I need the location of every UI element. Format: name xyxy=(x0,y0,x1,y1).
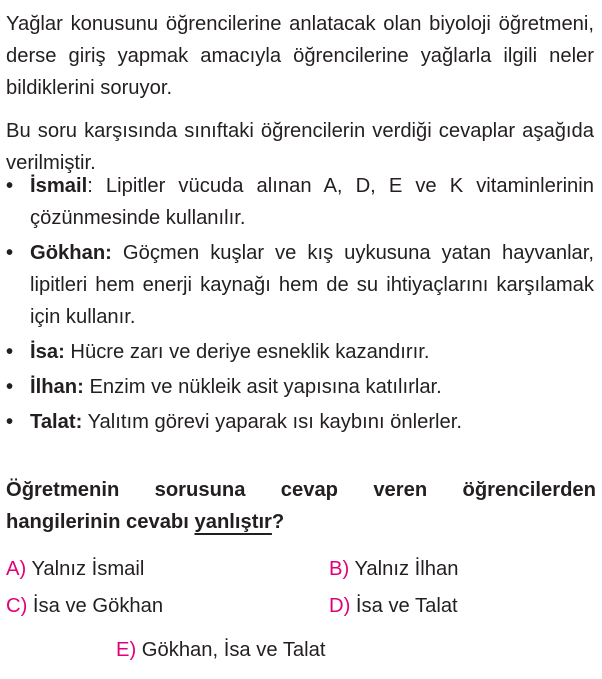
student-name: İsa: xyxy=(30,341,65,363)
bullet-icon: • xyxy=(6,376,14,398)
list-item xyxy=(0,406,600,438)
option-b[interactable] xyxy=(329,553,458,585)
intro-paragraph: Yağlar konusunu öğrencilerine anlatacak olan biyoloji öğretmeni, derse giriş yapmak amacıyla öğrencilerine yağlarla ilgili neler bildiklerini soruyor. xyxy=(6,13,594,99)
student-answer: Yalıtım görevi yaparak ısı kaybını önlerler. xyxy=(87,411,462,433)
student-answer: Hücre zarı ve deriye esneklik kazandırır. xyxy=(70,341,430,363)
option-letter: C) xyxy=(6,595,28,617)
list-item: • İsmail: Lipitler vücuda alınan A, D, E ve K vitaminlerinin çözünmesinde kullanılır. xyxy=(0,170,600,234)
student-name: İlhan: xyxy=(30,376,84,398)
student-name: İsmail xyxy=(30,175,88,197)
option-text: Yalnız İlhan xyxy=(354,558,459,580)
option-text: İsa ve Talat xyxy=(355,595,458,617)
option-text: Gökhan, İsa ve Talat xyxy=(141,639,326,661)
option-c[interactable] xyxy=(6,590,163,622)
list-item xyxy=(0,371,600,403)
list-item xyxy=(0,237,600,333)
question-stem xyxy=(6,474,596,538)
option-letter: B) xyxy=(329,558,350,580)
lead-paragraph: Bu soru karşısında sınıftaki öğrencilerin verdiği cevaplar aşağıda verilmiştir. xyxy=(6,120,594,174)
option-d[interactable] xyxy=(329,590,458,622)
student-name: Talat: xyxy=(30,411,83,433)
bullet-icon: • xyxy=(6,175,14,197)
option-e[interactable] xyxy=(116,634,325,666)
student-answers-list xyxy=(0,170,600,441)
question-text: Öğretmenin sorusuna cevap veren öğrencilerden hangilerinin cevabı xyxy=(6,479,596,533)
option-a[interactable] xyxy=(6,553,144,585)
option-letter: D) xyxy=(329,595,351,617)
list-item xyxy=(0,336,600,368)
student-answer: Enzim ve nükleik asit yapısına katılırlar. xyxy=(89,376,442,398)
option-text: İsa ve Gökhan xyxy=(32,595,164,617)
question-mark: ? xyxy=(271,511,285,533)
student-name: Gökhan: xyxy=(30,242,112,264)
option-letter: E) xyxy=(116,639,137,661)
bullet-icon: • xyxy=(6,341,14,363)
bullet-icon: • xyxy=(6,411,14,433)
option-letter: A) xyxy=(6,558,27,580)
bullet-icon: • xyxy=(6,242,14,264)
student-answer: Lipitler vücuda alınan A, D, E ve K vitaminlerinin çözünmesinde kullanılır. xyxy=(30,175,595,229)
question-emphasis: yanlıştır xyxy=(194,511,272,533)
student-answer: Göçmen kuşlar ve kış uykusuna yatan hayvanlar, lipitleri hem enerji kaynağı hem de su ihtiyaçlarını karşılamak için kullanır. xyxy=(30,242,595,328)
option-text: Yalnız İsmail xyxy=(31,558,145,580)
